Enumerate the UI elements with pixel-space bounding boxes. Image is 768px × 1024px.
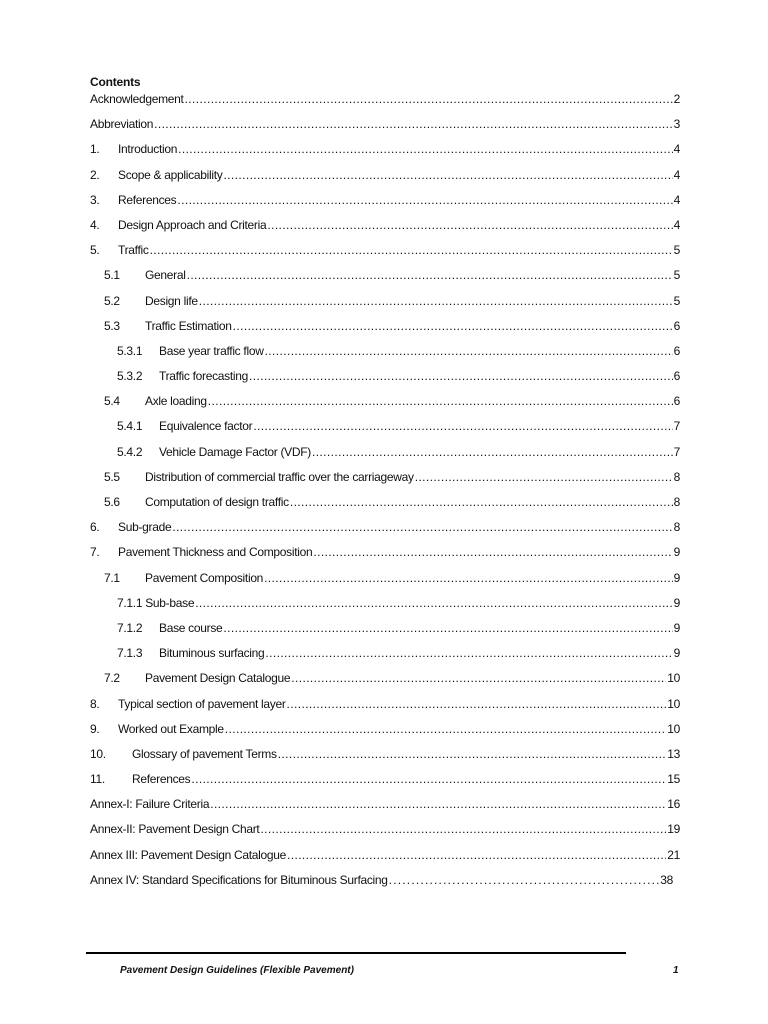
toc-entry-page: 10	[667, 671, 680, 686]
dot-leader	[290, 495, 673, 509]
toc-entry-label: General	[145, 268, 186, 283]
toc-entry-label: Traffic	[118, 243, 149, 258]
toc-entry-page: 9	[673, 570, 680, 585]
toc-entry-page: 9	[673, 620, 680, 635]
toc-entry-base-year-traffic[interactable]	[90, 344, 680, 369]
toc-entry-page: 4	[673, 217, 680, 232]
toc-entry-number: 5.4.2	[117, 444, 143, 459]
dot-leader	[287, 697, 667, 711]
toc-entry-label: References	[118, 192, 177, 207]
toc-entry-label: Pavement Design Catalogue	[145, 671, 291, 686]
toc-entry-label: Annex-I: Failure Criteria	[90, 797, 210, 812]
toc-entry-page: 13	[667, 746, 680, 761]
toc-entry-label: 7.1.1 Sub-base	[117, 595, 195, 610]
toc-entry-number: 1.	[90, 142, 100, 157]
toc-entry-page: 8	[673, 520, 680, 535]
toc-entry-base-course[interactable]	[90, 621, 680, 646]
toc-entry-worked-example[interactable]	[90, 722, 680, 747]
toc-entry-number: 5.3	[104, 318, 120, 333]
toc-entry-label: Distribution of commercial traffic over the carriageway	[145, 469, 414, 484]
toc-entry-label: Sub-grade	[118, 520, 172, 535]
dot-leader	[267, 218, 672, 232]
dot-leader	[223, 168, 672, 182]
toc-entry-annex-4[interactable]	[90, 873, 673, 898]
toc-entry-general[interactable]	[90, 268, 680, 293]
toc-entry-page: 9	[673, 545, 680, 560]
toc-entry-page: 16	[667, 797, 680, 812]
toc-entry-design-approach[interactable]	[90, 218, 680, 243]
toc-entry-page: 6	[673, 343, 680, 358]
toc-entry-label: Vehicle Damage Factor (VDF)	[159, 444, 311, 459]
toc-entry-label: Computation of design traffic	[145, 495, 289, 509]
dot-leader	[223, 621, 672, 635]
toc-entry-number: 4.	[90, 217, 100, 232]
dot-leader	[185, 92, 673, 106]
toc-entry-pavement-thickness[interactable]	[90, 545, 680, 570]
table-of-contents	[90, 92, 680, 898]
toc-entry-number: 8.	[90, 696, 100, 711]
toc-entry-page: 6	[673, 318, 680, 333]
toc-entry-page: 4	[673, 142, 680, 157]
footer-page-number: 1	[673, 965, 679, 976]
dot-leader	[172, 520, 672, 534]
footer-divider	[86, 952, 626, 954]
toc-entry-page: 8	[673, 495, 680, 509]
toc-entry-label: Annex IV: Standard Specifications for Bituminous Surfacing	[90, 872, 388, 887]
dot-leader	[249, 369, 673, 383]
toc-entry-page: 5	[673, 293, 680, 308]
toc-entry-glossary[interactable]	[90, 747, 680, 772]
toc-entry-number: 5.3.2	[117, 369, 143, 384]
toc-entry-number: 7.1.2	[117, 620, 143, 635]
toc-entry-page: 38	[660, 872, 673, 887]
toc-entry-page: 6	[673, 369, 680, 384]
toc-entry-page: 8	[673, 469, 680, 484]
toc-entry-bituminous-surfacing[interactable]	[90, 646, 680, 671]
dot-leader	[260, 822, 666, 836]
toc-entry-page: 9	[673, 646, 680, 661]
toc-entry-sub-grade[interactable]	[90, 520, 680, 545]
toc-entry-page: 5	[673, 268, 680, 283]
toc-entry-label: Bituminous surfacing	[159, 646, 265, 661]
toc-entry-label: Introduction	[118, 142, 178, 157]
dot-leader	[312, 445, 673, 459]
toc-heading: Contents	[90, 75, 141, 89]
toc-entry-label: Equivalence factor	[159, 419, 253, 434]
toc-entry-label: Traffic forecasting	[159, 369, 249, 384]
toc-entry-label: References	[132, 772, 191, 787]
toc-entry-number: 11.	[90, 772, 105, 787]
toc-entry-number: 10.	[90, 746, 106, 761]
dot-leader	[187, 268, 673, 282]
toc-entry-number: 5.2	[104, 293, 120, 308]
toc-entry-number: 5.6	[104, 495, 120, 509]
toc-entry-label: Axle loading	[145, 394, 207, 409]
toc-entry-scope[interactable]	[90, 168, 680, 193]
dot-leader	[265, 646, 672, 660]
dot-leader	[253, 419, 672, 433]
toc-entry-page: 3	[673, 117, 680, 132]
toc-entry-traffic-forecasting[interactable]	[90, 369, 680, 394]
dot-leader	[313, 545, 672, 559]
toc-entry-label: Scope & applicability	[118, 167, 223, 182]
toc-entry-label: Glossary of pavement Terms	[132, 746, 277, 761]
toc-entry-number: 2.	[90, 167, 100, 182]
toc-entry-page: 19	[667, 822, 680, 837]
toc-entry-label: Acknowledgement	[90, 92, 184, 106]
toc-entry-number: 9.	[90, 721, 100, 736]
dot-leader	[415, 470, 673, 484]
toc-entry-label: Pavement Composition	[145, 570, 264, 585]
toc-entry-annex-3[interactable]	[90, 848, 680, 873]
toc-entry-page: 10	[667, 696, 680, 711]
toc-entry-page: 5	[673, 243, 680, 258]
toc-entry-label: Worked out Example	[118, 721, 224, 736]
toc-entry-references-2[interactable]	[90, 772, 680, 797]
toc-entry-page: 7	[673, 444, 680, 459]
toc-entry-number: 7.1.3	[117, 646, 143, 661]
dot-leader	[150, 243, 673, 257]
toc-entry-acknowledgement[interactable]	[90, 92, 680, 117]
dot-leader	[287, 848, 666, 862]
dot-leader	[264, 571, 673, 585]
toc-entry-page: 4	[673, 167, 680, 182]
toc-entry-label: Traffic Estimation	[145, 318, 232, 333]
dot-leader	[208, 394, 673, 408]
toc-entry-label: Design life	[145, 293, 198, 308]
dot-leader	[191, 772, 666, 786]
toc-entry-design-catalogue[interactable]	[90, 671, 680, 696]
toc-entry-number: 7.	[90, 545, 100, 560]
dot-leader	[291, 671, 666, 685]
toc-entry-distribution[interactable]	[90, 470, 680, 495]
toc-entry-label: Base year traffic flow	[159, 343, 264, 358]
dot-leader	[210, 797, 666, 811]
toc-entry-page: 4	[673, 192, 680, 207]
toc-entry-number: 7.1	[104, 570, 120, 585]
toc-entry-label: Abbreviation	[90, 117, 154, 132]
toc-entry-design-life[interactable]	[90, 294, 680, 319]
toc-entry-page: 9	[673, 595, 680, 610]
toc-entry-label: Base course	[159, 620, 223, 635]
toc-entry-label: Design Approach and Criteria	[118, 217, 267, 232]
toc-entry-label: Typical section of pavement layer	[118, 696, 286, 711]
dot-leader	[178, 142, 673, 156]
toc-entry-sub-base[interactable]	[90, 596, 680, 621]
toc-entry-axle-loading[interactable]	[90, 394, 680, 419]
toc-entry-annex-1[interactable]	[90, 797, 680, 822]
toc-entry-traffic[interactable]	[90, 243, 680, 268]
toc-entry-number: 5.	[90, 243, 100, 258]
dot-leader	[199, 294, 673, 308]
toc-entry-number: 5.3.1	[117, 343, 143, 358]
toc-entry-abbreviation[interactable]	[90, 117, 680, 142]
toc-entry-references[interactable]	[90, 193, 680, 218]
toc-entry-vdf[interactable]	[90, 445, 680, 470]
dot-leader	[389, 873, 660, 887]
toc-entry-label: Annex-II: Pavement Design Chart	[90, 822, 260, 837]
toc-entry-number: 5.1	[104, 268, 120, 283]
toc-entry-number: 5.4.1	[117, 419, 143, 434]
toc-entry-page: 10	[667, 721, 680, 736]
toc-entry-number: 6.	[90, 520, 100, 535]
toc-entry-equivalence-factor[interactable]	[90, 419, 680, 444]
dot-leader	[195, 596, 672, 610]
toc-entry-page: 21	[667, 847, 680, 862]
toc-entry-number: 5.5	[104, 469, 120, 484]
toc-entry-traffic-estimation[interactable]	[90, 319, 680, 344]
toc-entry-annex-2[interactable]	[90, 822, 680, 847]
dot-leader	[265, 344, 673, 358]
toc-entry-number: 3.	[90, 192, 100, 207]
toc-entry-number: 7.2	[104, 671, 120, 686]
toc-entry-page: 2	[673, 92, 680, 106]
toc-entry-page: 6	[673, 394, 680, 409]
toc-entry-label: Pavement Thickness and Composition	[118, 545, 313, 560]
toc-entry-number: 5.4	[104, 394, 120, 409]
toc-entry-design-traffic[interactable]	[90, 495, 680, 520]
dot-leader	[154, 117, 673, 131]
dot-leader	[225, 722, 666, 736]
dot-leader	[233, 319, 673, 333]
toc-entry-pavement-composition[interactable]	[90, 571, 680, 596]
toc-entry-introduction[interactable]	[90, 142, 680, 167]
dot-leader	[177, 193, 672, 207]
toc-entry-label: Annex III: Pavement Design Catalogue	[90, 847, 286, 862]
footer-document-title: Pavement Design Guidelines (Flexible Pavement)	[120, 965, 354, 976]
toc-entry-page: 7	[673, 419, 680, 434]
toc-entry-typical-section[interactable]	[90, 697, 680, 722]
toc-entry-page: 15	[667, 772, 680, 787]
dot-leader	[278, 747, 667, 761]
